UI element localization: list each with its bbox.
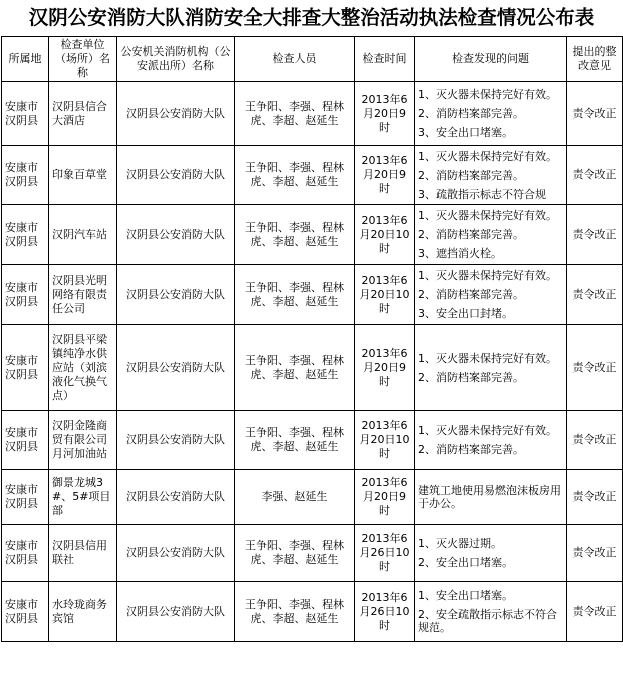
header-unit: 检查单位（场所）名称 — [49, 37, 117, 82]
document-title: 汉阴公安消防大队消防安全大排查大整治活动执法检查情况公布表 — [28, 6, 595, 29]
table-row — [2, 325, 623, 411]
cell-area: 安康市汉阴县 — [2, 146, 49, 205]
header-time: 检查时间 — [355, 37, 415, 82]
cell-org: 汉阴县公安消防大队 — [117, 582, 235, 642]
cell-unit: 水玲珑商务宾馆 — [49, 582, 117, 642]
cell-staff: 王争阳、李强、程林虎、李超、赵延生 — [235, 525, 355, 582]
cell-advice: 责令改正 — [567, 582, 623, 642]
cell-area: 安康市汉阴县 — [2, 582, 49, 642]
issue-item: 3、遮挡消火栓。 — [418, 247, 502, 260]
table-header-row — [2, 37, 623, 82]
issue-item: 3、安全出口堵塞。 — [418, 126, 513, 139]
issue-item: 1、灭火器过期。 — [418, 537, 502, 550]
cell-time: 2013年6月20日9时 — [355, 146, 415, 205]
cell-org: 汉阴县公安消防大队 — [117, 470, 235, 525]
cell-issues — [415, 470, 567, 525]
cell-time: 2013年6月20日10时 — [355, 265, 415, 325]
cell-advice: 责令改正 — [567, 411, 623, 470]
header-area: 所属地 — [2, 37, 49, 82]
issue-item: 建筑工地使用易燃泡沫板房用于办公。 — [418, 484, 561, 510]
cell-advice: 责令改正 — [567, 470, 623, 525]
cell-issues — [415, 325, 567, 411]
cell-staff: 王争阳、李强、程林虎、李超、赵延生 — [235, 82, 355, 146]
table-row — [2, 265, 623, 325]
cell-staff: 王争阳、李强、程林虎、李超、赵延生 — [235, 582, 355, 642]
issue-item: 2、安全出口堵塞。 — [418, 556, 513, 569]
table-row — [2, 146, 623, 205]
cell-org: 汉阴县公安消防大队 — [117, 411, 235, 470]
cell-org: 汉阴县公安消防大队 — [117, 146, 235, 205]
table-row — [2, 82, 623, 146]
issue-item: 2、消防档案部完善。 — [418, 370, 524, 384]
issue-item: 2、消防档案部完善。 — [418, 443, 524, 456]
cell-staff: 王争阳、李强、程林虎、李超、赵延生 — [235, 265, 355, 325]
issue-item: 2、消防档案部完善。 — [418, 107, 524, 120]
issue-item: 1、灭火器未保持完好有效。 — [418, 269, 557, 282]
issue-item: 1、灭火器未保持完好有效。 — [418, 351, 557, 365]
cell-unit: 汉阴县平梁镇纯净水供应站（刘滨液化气换气点） — [49, 325, 117, 411]
cell-unit: 印象百草堂 — [49, 146, 117, 205]
cell-issues — [415, 582, 567, 642]
issue-item: 2、消防档案部完善。 — [418, 288, 524, 301]
cell-issues — [415, 205, 567, 265]
cell-org: 汉阴县公安消防大队 — [117, 82, 235, 146]
cell-area: 安康市汉阴县 — [2, 470, 49, 525]
cell-area: 安康市汉阴县 — [2, 525, 49, 582]
issue-item: 3、安全出口封堵。 — [418, 307, 513, 320]
table-row — [2, 525, 623, 582]
issue-item: 2、消防档案部完善。 — [418, 168, 524, 182]
issue-item: 2、安全疏散指示标志不符合规范。 — [418, 608, 557, 634]
cell-staff: 王争阳、李强、程林虎、李超、赵延生 — [235, 205, 355, 265]
cell-unit: 汉阴县信合大酒店 — [49, 82, 117, 146]
cell-unit: 汉阴汽车站 — [49, 205, 117, 265]
cell-org: 汉阴县公安消防大队 — [117, 525, 235, 582]
cell-issues — [415, 411, 567, 470]
cell-unit: 汉阴金隆商贸有限公司月河加油站 — [49, 411, 117, 470]
cell-time: 2013年6月20日9时 — [355, 470, 415, 525]
cell-issues — [415, 82, 567, 146]
cell-time: 2013年6月20日9时 — [355, 82, 415, 146]
inspection-table — [1, 36, 623, 642]
cell-org: 汉阴县公安消防大队 — [117, 265, 235, 325]
cell-area: 安康市汉阴县 — [2, 205, 49, 265]
cell-area: 安康市汉阴县 — [2, 411, 49, 470]
cell-advice: 责令改正 — [567, 82, 623, 146]
cell-advice: 责令改正 — [567, 265, 623, 325]
cell-org: 汉阴县公安消防大队 — [117, 325, 235, 411]
cell-time: 2013年6月20日10时 — [355, 411, 415, 470]
header-staff: 检查人员 — [235, 37, 355, 82]
cell-time: 2013年6月20日10时 — [355, 205, 415, 265]
cell-advice: 责令改正 — [567, 325, 623, 411]
cell-area: 安康市汉阴县 — [2, 82, 49, 146]
issue-item: 3、疏散指示标志不符合规 — [418, 187, 546, 201]
cell-issues — [415, 146, 567, 205]
table-row — [2, 582, 623, 642]
table-row — [2, 470, 623, 525]
issue-item: 1、灭火器未保持完好有效。 — [418, 209, 557, 222]
cell-unit: 汉阴县信用联社 — [49, 525, 117, 582]
cell-issues — [415, 265, 567, 325]
issue-item: 2、消防档案部完善。 — [418, 228, 524, 241]
cell-time: 2013年6月26日10时 — [355, 525, 415, 582]
cell-staff: 王争阳、李强、程林虎、李超、赵延生 — [235, 411, 355, 470]
cell-unit: 汉阴县光明网络有限责任公司 — [49, 265, 117, 325]
header-advice: 提出的整改意见 — [567, 37, 623, 82]
table-row — [2, 411, 623, 470]
cell-time: 2013年6月26日10时 — [355, 582, 415, 642]
issue-item: 1、灭火器未保持完好有效。 — [418, 88, 557, 101]
cell-advice: 责令改正 — [567, 205, 623, 265]
cell-advice: 责令改正 — [567, 525, 623, 582]
cell-unit: 御景龙城3#、5#项目部 — [49, 470, 117, 525]
issue-item: 1、灭火器未保持完好有效。 — [418, 424, 557, 437]
table-row — [2, 205, 623, 265]
cell-issues — [415, 525, 567, 582]
table-body — [2, 82, 623, 642]
issue-item: 1、灭火器未保持完好有效。 — [418, 149, 557, 163]
cell-staff: 王争阳、李强、程林虎、李超、赵延生 — [235, 146, 355, 205]
cell-staff: 李强、赵延生 — [235, 470, 355, 525]
cell-time: 2013年6月20日9时 — [355, 325, 415, 411]
issue-item: 1、安全出口堵塞。 — [418, 589, 513, 602]
cell-area: 安康市汉阴县 — [2, 325, 49, 411]
cell-org: 汉阴县公安消防大队 — [117, 205, 235, 265]
cell-staff: 王争阳、李强、程林虎、李超、赵延生 — [235, 325, 355, 411]
header-org: 公安机关消防机构（公安派出所）名称 — [117, 37, 235, 82]
cell-advice: 责令改正 — [567, 146, 623, 205]
header-issues: 检查发现的问题 — [415, 37, 567, 82]
cell-area: 安康市汉阴县 — [2, 265, 49, 325]
